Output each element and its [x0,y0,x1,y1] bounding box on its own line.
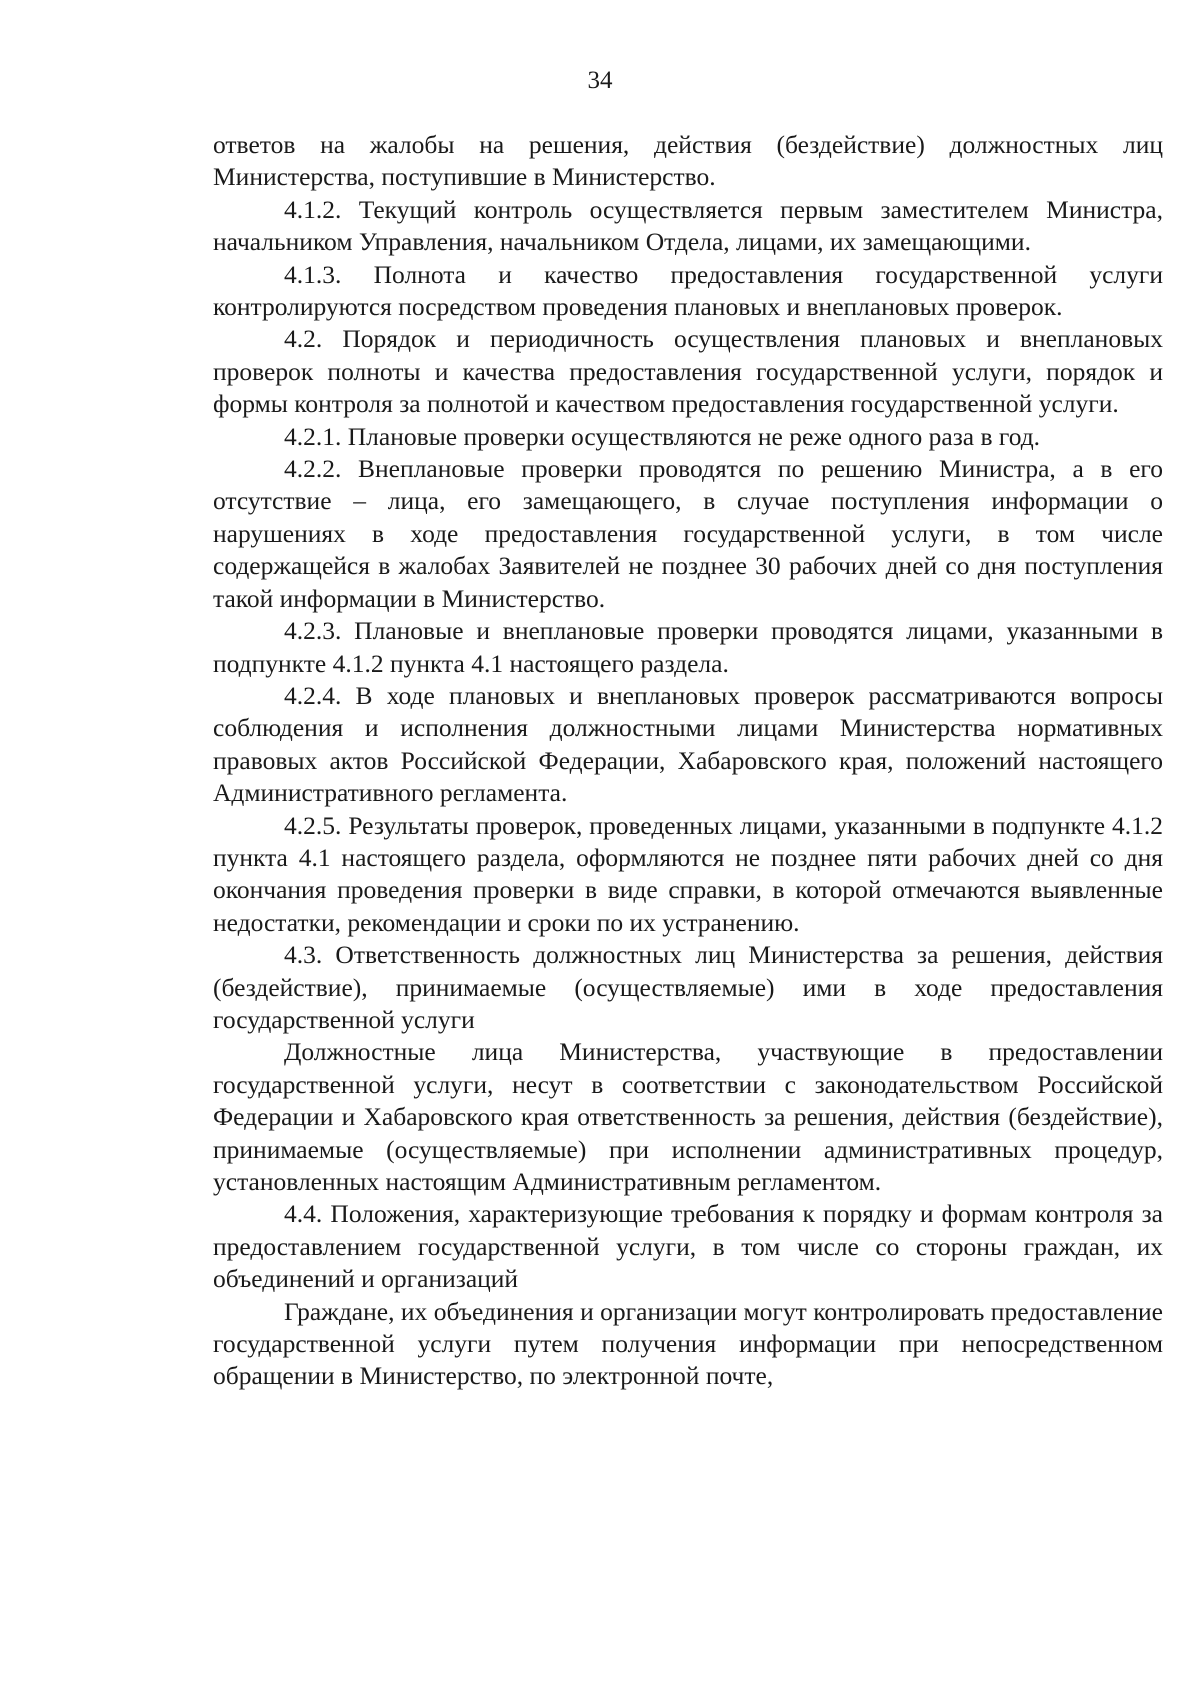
page-number: 34 [587,67,613,94]
paragraph-4-1-3: 4.1.3. Полнота и качество предоставления государственной услуги контролируются посредством проведения плановых и внеплановых проверок. [213,259,1163,322]
paragraph-continuation: ответов на жалобы на решения, действия (бездействие) должностных лиц Министерства, поступившие в Министерство. [213,130,1163,192]
paragraph-officials-responsibility: Должностные лица Министерства, участвующие в предоставлении государственной услуги, несут в соответствии с законодательством Российской Федерации и Хабаровского края ответственность за решения, действия (бездействие), принимаемые (осуществляемые) при исполнении административных процедур, установленных настоящим Административным регламентом. [213,1037,1163,1196]
paragraph-4-4: 4.4. Положения, характеризующие требования к порядку и формам контроля за предоставлением государственной услуги, в том числе со стороны граждан, их объединений и организаций [213,1199,1163,1294]
paragraph-4-2-5: 4.2.5. Результаты проверок, проведенных лицами, указанными в подпункте 4.1.2 пункта 4.1 настоящего раздела, оформляются не позднее пяти рабочих дней со дня окончания проведения проверки в виде справки, в которой отмечаются выявленные недостатки, рекомендации и сроки по их устранению. [213,810,1163,937]
paragraph-4-3: 4.3. Ответственность должностных лиц Министерства за решения, действия (бездействие), принимаемые (осуществляемые) ими в ходе предоставления государственной услуги [213,940,1163,1034]
paragraph-4-2-3: 4.2.3. Плановые и внеплановые проверки проводятся лицами, указанными в подпункте 4.1.2 пункта 4.1 настоящего раздела. [213,616,1163,678]
paragraph-4-2-4: 4.2.4. В ходе плановых и внеплановых проверок рассматриваются вопросы соблюдения и исполнения должностными лицами Министерства нормативных правовых актов Российской Федерации, Хабаровского края, положений настоящего Административного регламента. [213,680,1163,808]
paragraph-4-1-2: 4.1.2. Текущий контроль осуществляется первым заместителем Министра, начальником Управления, начальником Отдела, лицами, их замещающими. [213,194,1163,257]
paragraph-4-2: 4.2. Порядок и периодичность осуществления плановых и внеплановых проверок полноты и качества предоставления государственной услуги, порядок и формы контроля за полнотой и качеством предоставления государственной услуги. [213,324,1163,419]
document-body [213,129,1163,1393]
paragraph-citizens-control: Граждане, их объединения и организации могут контролировать предоставление государственной услуги путем получения информации при непосредственном обращении в Министерство, по электронной почте, [213,1296,1163,1391]
paragraph-4-2-1: 4.2.1. Плановые проверки осуществляются не реже одного раза в год. [284,421,1041,451]
paragraph-4-2-2: 4.2.2. Внеплановые проверки проводятся по решению Министра, а в его отсутствие – лица, его замещающего, в случае поступления информации о нарушениях в ходе предоставления государственной услуги, в том числе содержащейся в жалобах Заявителей не позднее 30 рабочих дней со дня поступления такой информации в Министерство. [213,454,1163,613]
